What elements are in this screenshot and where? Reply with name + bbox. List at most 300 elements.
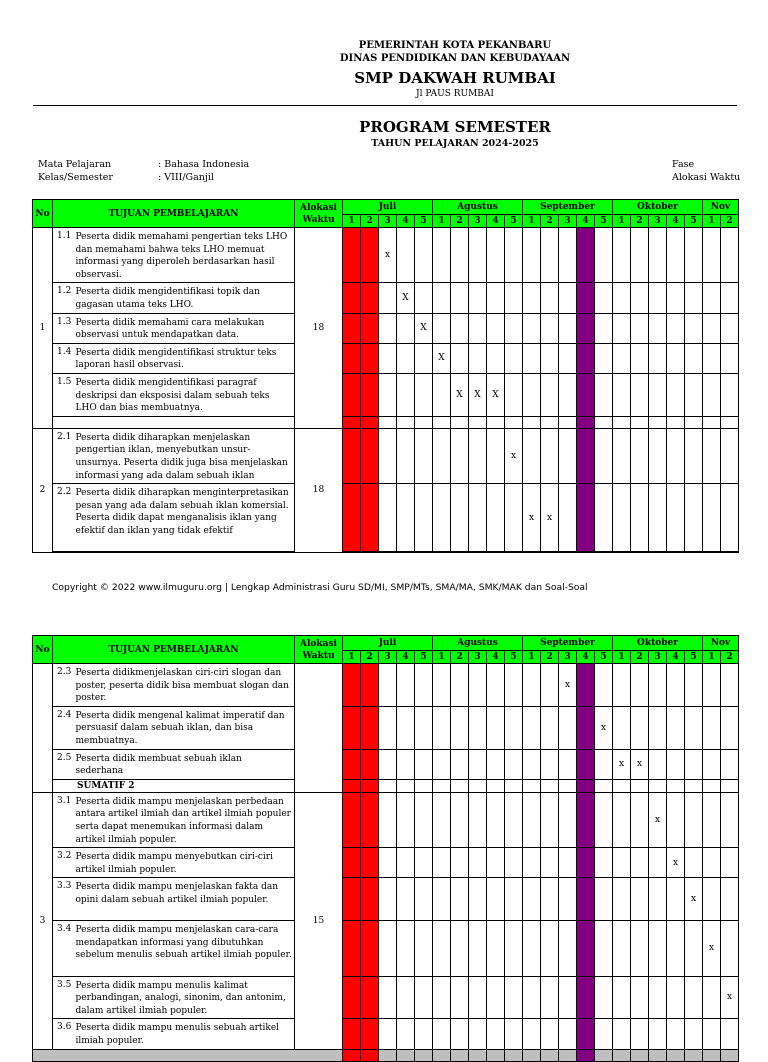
schedule-mark: X [433,343,451,373]
week-header: 3 [469,215,487,228]
col-no-header: No [33,636,53,664]
week-cell [397,848,415,878]
week-cell [667,921,685,976]
letterhead-rule [33,105,737,106]
week-cell [487,283,505,313]
week-cell [703,228,721,283]
week-cell [631,664,649,707]
week-cell [595,283,613,313]
tp-description: Peserta didik membuat sebuah iklan sederhana [73,749,295,779]
week-cell [667,343,685,373]
week-cell [469,283,487,313]
tp-description: Peserta didik diharapkan menjelaskan pengertian iklan, menyebutkan unsur-unsurnya. Peserta didik juga bisa menjelaskan informasi yang ada dalam sebuah iklan [73,428,295,483]
week-cell [523,283,541,313]
week-cell [415,848,433,878]
week-cell [577,664,595,707]
week-cell [577,1019,595,1049]
week-cell [703,1019,721,1049]
schedule-mark: x [379,228,397,283]
week-cell [559,484,577,552]
week-cell [577,921,595,976]
tp-row [33,664,739,707]
tp-number: 1.2 [53,283,73,313]
tp-number: 2.5 [53,749,73,779]
week-cell [649,749,667,779]
week-cell [577,228,595,283]
tp-description: Peserta didik mampu menyebutkan ciri-ciri artikel ilmiah populer. [73,848,295,878]
week-cell [451,921,469,976]
week-cell [721,706,739,749]
class-label: Kelas/Semester [38,172,113,183]
week-cell [703,792,721,847]
week-header: 4 [577,215,595,228]
week-cell [505,976,523,1019]
week-header: 2 [451,215,469,228]
week-header: 4 [487,215,505,228]
week-cell [685,313,703,343]
week-cell [559,313,577,343]
week-cell [433,228,451,283]
doc-year: TAHUN PELAJARAN 2024-2025 [371,138,539,149]
schedule-mark: x [595,706,613,749]
week-cell [631,976,649,1019]
week-cell [487,484,505,552]
week-cell [379,749,397,779]
week-cell [343,749,361,779]
week-header: 5 [415,651,433,664]
week-cell [595,792,613,847]
week-cell [541,283,559,313]
week-cell [469,792,487,847]
week-cell [451,283,469,313]
week-cell [451,484,469,552]
week-cell [721,228,739,283]
schedule-mark: x [685,878,703,921]
week-cell [469,484,487,552]
week-header: 4 [397,651,415,664]
week-header: 1 [523,215,541,228]
week-cell [559,228,577,283]
alokasi-value: 18 [295,428,343,552]
week-cell [505,878,523,921]
week-cell [703,706,721,749]
week-cell [685,706,703,749]
week-cell [667,373,685,416]
tp-row [33,484,739,552]
week-cell [433,792,451,847]
week-cell [343,878,361,921]
week-cell [523,313,541,343]
week-cell [595,848,613,878]
week-cell [505,664,523,707]
week-cell [541,749,559,779]
tp-number: 3.1 [53,792,73,847]
week-cell [361,878,379,921]
week-cell [559,976,577,1019]
week-cell [487,749,505,779]
week-cell [541,976,559,1019]
week-cell [613,664,631,707]
week-cell [667,749,685,779]
tp-row [33,749,739,779]
week-cell [433,878,451,921]
week-cell [397,792,415,847]
week-header: 1 [703,651,721,664]
week-header: 1 [523,651,541,664]
group-number: 2 [33,428,53,552]
week-cell [631,848,649,878]
week-cell [613,428,631,483]
month-header: September [523,636,613,651]
week-cell [397,313,415,343]
week-cell [469,343,487,373]
tp-row [33,428,739,483]
week-cell [613,283,631,313]
col-alokasi-header: Alokasi Waktu [295,636,343,664]
dept-line: DINAS PENDIDIKAN DAN KEBUDAYAAN [339,53,571,64]
week-cell [451,1019,469,1049]
week-cell [613,706,631,749]
week-header: 4 [667,651,685,664]
week-cell [685,283,703,313]
copyright-footer: Copyright © 2022 www.ilmuguru.org | Lengkap Administrasi Guru SD/MI, SMP/MTs, SMA/MA, SMK/MAK dan Soal-Soal [52,582,588,593]
week-cell [721,283,739,313]
week-cell [631,428,649,483]
week-cell [397,878,415,921]
week-cell [631,706,649,749]
week-cell [595,228,613,283]
week-cell [469,313,487,343]
week-cell [631,343,649,373]
school-name: SMP DAKWAH RUMBAI [354,69,556,87]
week-cell [703,283,721,313]
tp-row [33,373,739,416]
week-cell [649,283,667,313]
week-cell [343,792,361,847]
week-header: 2 [541,651,559,664]
week-cell [505,921,523,976]
week-cell [397,921,415,976]
col-tp-header: TUJUAN PEMBELAJARAN [53,200,295,228]
col-alokasi-header: Alokasi Waktu [295,200,343,228]
week-cell [541,792,559,847]
tp-description: Peserta didikmenjelaskan ciri-ciri slogan dan poster, peserta didik bisa membuat slogan dan poster. [73,664,295,707]
week-cell [379,921,397,976]
schedule-mark: x [649,792,667,847]
week-cell [667,792,685,847]
week-cell [505,792,523,847]
col-tp-header: TUJUAN PEMBELAJARAN [53,636,295,664]
week-cell [379,313,397,343]
week-cell [649,228,667,283]
week-cell [415,792,433,847]
tp-row [33,976,739,1019]
week-cell [631,313,649,343]
week-cell [451,664,469,707]
week-cell [595,313,613,343]
week-header: 2 [361,215,379,228]
week-cell [685,228,703,283]
week-cell [523,373,541,416]
week-cell [631,283,649,313]
week-cell [379,878,397,921]
tp-description: Peserta didik memahami pengertian teks LHO dan memahami bahwa teks LHO memuat informasi yang diperoleh berdasarkan hasil observasi. [73,228,295,283]
week-header: 4 [397,215,415,228]
spacer-row [33,552,739,553]
week-cell [577,343,595,373]
week-cell [397,749,415,779]
week-cell [505,313,523,343]
group-number: 3 [33,792,53,1049]
week-cell [595,1019,613,1049]
week-cell [685,749,703,779]
sumatif-row [33,779,739,792]
tp-description: Peserta didik mengenal kalimat imperatif dan persuasif dalam sebuah iklan, dan bisa membuatnya. [73,706,295,749]
tp-row [33,848,739,878]
week-cell [631,484,649,552]
week-header: 1 [433,215,451,228]
week-cell [397,228,415,283]
week-cell [577,848,595,878]
week-cell [541,706,559,749]
week-cell [577,706,595,749]
tp-description: Peserta didik mengidentifikasi topik dan gagasan utama teks LHO. [73,283,295,313]
doc-title: PROGRAM SEMESTER [359,118,551,136]
week-cell [397,976,415,1019]
schedule-mark: x [559,664,577,707]
week-cell [379,664,397,707]
week-cell [487,878,505,921]
week-cell [379,706,397,749]
week-cell [505,228,523,283]
month-header: September [523,200,613,215]
week-header: 4 [577,651,595,664]
tp-number: 1.3 [53,313,73,343]
week-cell [577,313,595,343]
tp-number: 1.5 [53,373,73,416]
week-cell [415,373,433,416]
week-cell [721,1019,739,1049]
week-cell [541,848,559,878]
tp-description: Peserta didik mampu menjelaskan fakta dan opini dalam sebuah artikel ilmiah populer. [73,878,295,921]
week-cell [523,848,541,878]
week-cell [505,343,523,373]
week-cell [685,484,703,552]
week-cell [361,1019,379,1049]
week-cell [523,921,541,976]
week-cell [577,373,595,416]
semester-program-table-continued [32,635,739,1062]
week-cell [541,878,559,921]
subject-label: Mata Pelajaran [38,159,112,170]
spacer-row [33,416,739,428]
week-cell [685,848,703,878]
week-cell [397,664,415,707]
week-cell [703,976,721,1019]
week-cell [685,664,703,707]
week-header: 1 [433,651,451,664]
week-cell [559,706,577,749]
week-cell [685,921,703,976]
month-header: Agustus [433,200,523,215]
week-cell [469,228,487,283]
week-cell [613,484,631,552]
week-cell [559,343,577,373]
week-cell [505,373,523,416]
week-cell [613,976,631,1019]
week-cell [433,484,451,552]
week-cell [415,228,433,283]
week-cell [703,313,721,343]
week-cell [451,428,469,483]
week-cell [343,664,361,707]
week-cell [469,428,487,483]
week-cell [433,664,451,707]
tp-description: Peserta didik mampu menjelaskan perbedaan antara artikel ilmiah dan artikel ilmiah populer serta dapat menemukan informasi dalam artikel ilmiah populer. [73,792,295,847]
week-cell [541,373,559,416]
week-header: 1 [343,215,361,228]
tp-row [33,921,739,976]
week-cell [649,921,667,976]
week-cell [505,848,523,878]
week-cell [595,976,613,1019]
week-cell [523,428,541,483]
week-cell [721,428,739,483]
week-cell [595,484,613,552]
week-cell [523,749,541,779]
tp-number: 2.4 [53,706,73,749]
week-header: 3 [379,215,397,228]
week-cell [703,848,721,878]
week-cell [361,313,379,343]
week-cell [649,878,667,921]
week-cell [505,1019,523,1049]
schedule-mark: X [397,283,415,313]
week-cell [469,848,487,878]
week-cell [613,848,631,878]
tp-description: Peserta didik mengidentifikasi paragraf deskripsi dan eksposisi dalam sebuah teks LHO dan bias membuatnya. [73,373,295,416]
week-cell [649,664,667,707]
week-cell [451,343,469,373]
week-cell [721,664,739,707]
week-cell [667,706,685,749]
tp-row [33,283,739,313]
week-cell [505,283,523,313]
week-cell [559,921,577,976]
week-cell [487,428,505,483]
week-cell [487,1019,505,1049]
week-cell [451,976,469,1019]
week-cell [541,664,559,707]
week-header: 1 [343,651,361,664]
week-cell [559,373,577,416]
week-cell [361,706,379,749]
week-cell [613,343,631,373]
week-cell [703,664,721,707]
week-cell [343,921,361,976]
week-header: 2 [631,215,649,228]
tp-number: 2.3 [53,664,73,707]
week-cell [361,848,379,878]
week-cell [667,878,685,921]
week-cell [577,484,595,552]
week-cell [649,343,667,373]
week-header: 3 [649,651,667,664]
week-cell [541,313,559,343]
week-cell [703,878,721,921]
week-cell [379,283,397,313]
col-no-header: No [33,200,53,228]
week-cell [559,1019,577,1049]
week-cell [541,343,559,373]
week-header: 2 [361,651,379,664]
week-cell [469,706,487,749]
tp-number: 2.1 [53,428,73,483]
week-cell [631,373,649,416]
subject-value: : Bahasa Indonesia [158,159,250,170]
month-header: Oktober [613,200,703,215]
week-cell [469,878,487,921]
schedule-mark: x [631,749,649,779]
week-cell [721,373,739,416]
tp-number: 3.6 [53,1019,73,1049]
week-cell [361,792,379,847]
week-cell [559,848,577,878]
week-cell [433,428,451,483]
week-cell [595,921,613,976]
week-cell [487,976,505,1019]
week-cell [523,343,541,373]
tp-number: 1.1 [53,228,73,283]
week-cell [559,428,577,483]
week-cell [649,373,667,416]
week-cell [577,976,595,1019]
tp-number: 3.2 [53,848,73,878]
week-cell [361,428,379,483]
week-cell [595,664,613,707]
week-cell [559,283,577,313]
week-header: 1 [703,215,721,228]
week-header: 2 [541,215,559,228]
schedule-mark: x [721,976,739,1019]
week-cell [703,428,721,483]
week-cell [721,878,739,921]
week-cell [361,343,379,373]
week-cell [721,343,739,373]
week-cell [577,283,595,313]
week-cell [469,921,487,976]
tp-number: 1.4 [53,343,73,373]
week-cell [415,283,433,313]
week-cell [541,428,559,483]
week-header: 2 [631,651,649,664]
week-cell [361,664,379,707]
month-header: Juli [343,200,433,215]
week-cell [343,1019,361,1049]
week-cell [397,706,415,749]
week-cell [379,428,397,483]
week-cell [613,228,631,283]
week-header: 2 [721,215,739,228]
alokasi-value: 18 [295,228,343,429]
week-header: 3 [559,651,577,664]
week-cell [451,792,469,847]
week-cell [685,373,703,416]
fase-label: Fase [672,159,695,170]
semester-program-table [32,199,739,553]
week-header: 3 [559,215,577,228]
gov-line: PEMERINTAH KOTA PEKANBARU [358,40,552,51]
